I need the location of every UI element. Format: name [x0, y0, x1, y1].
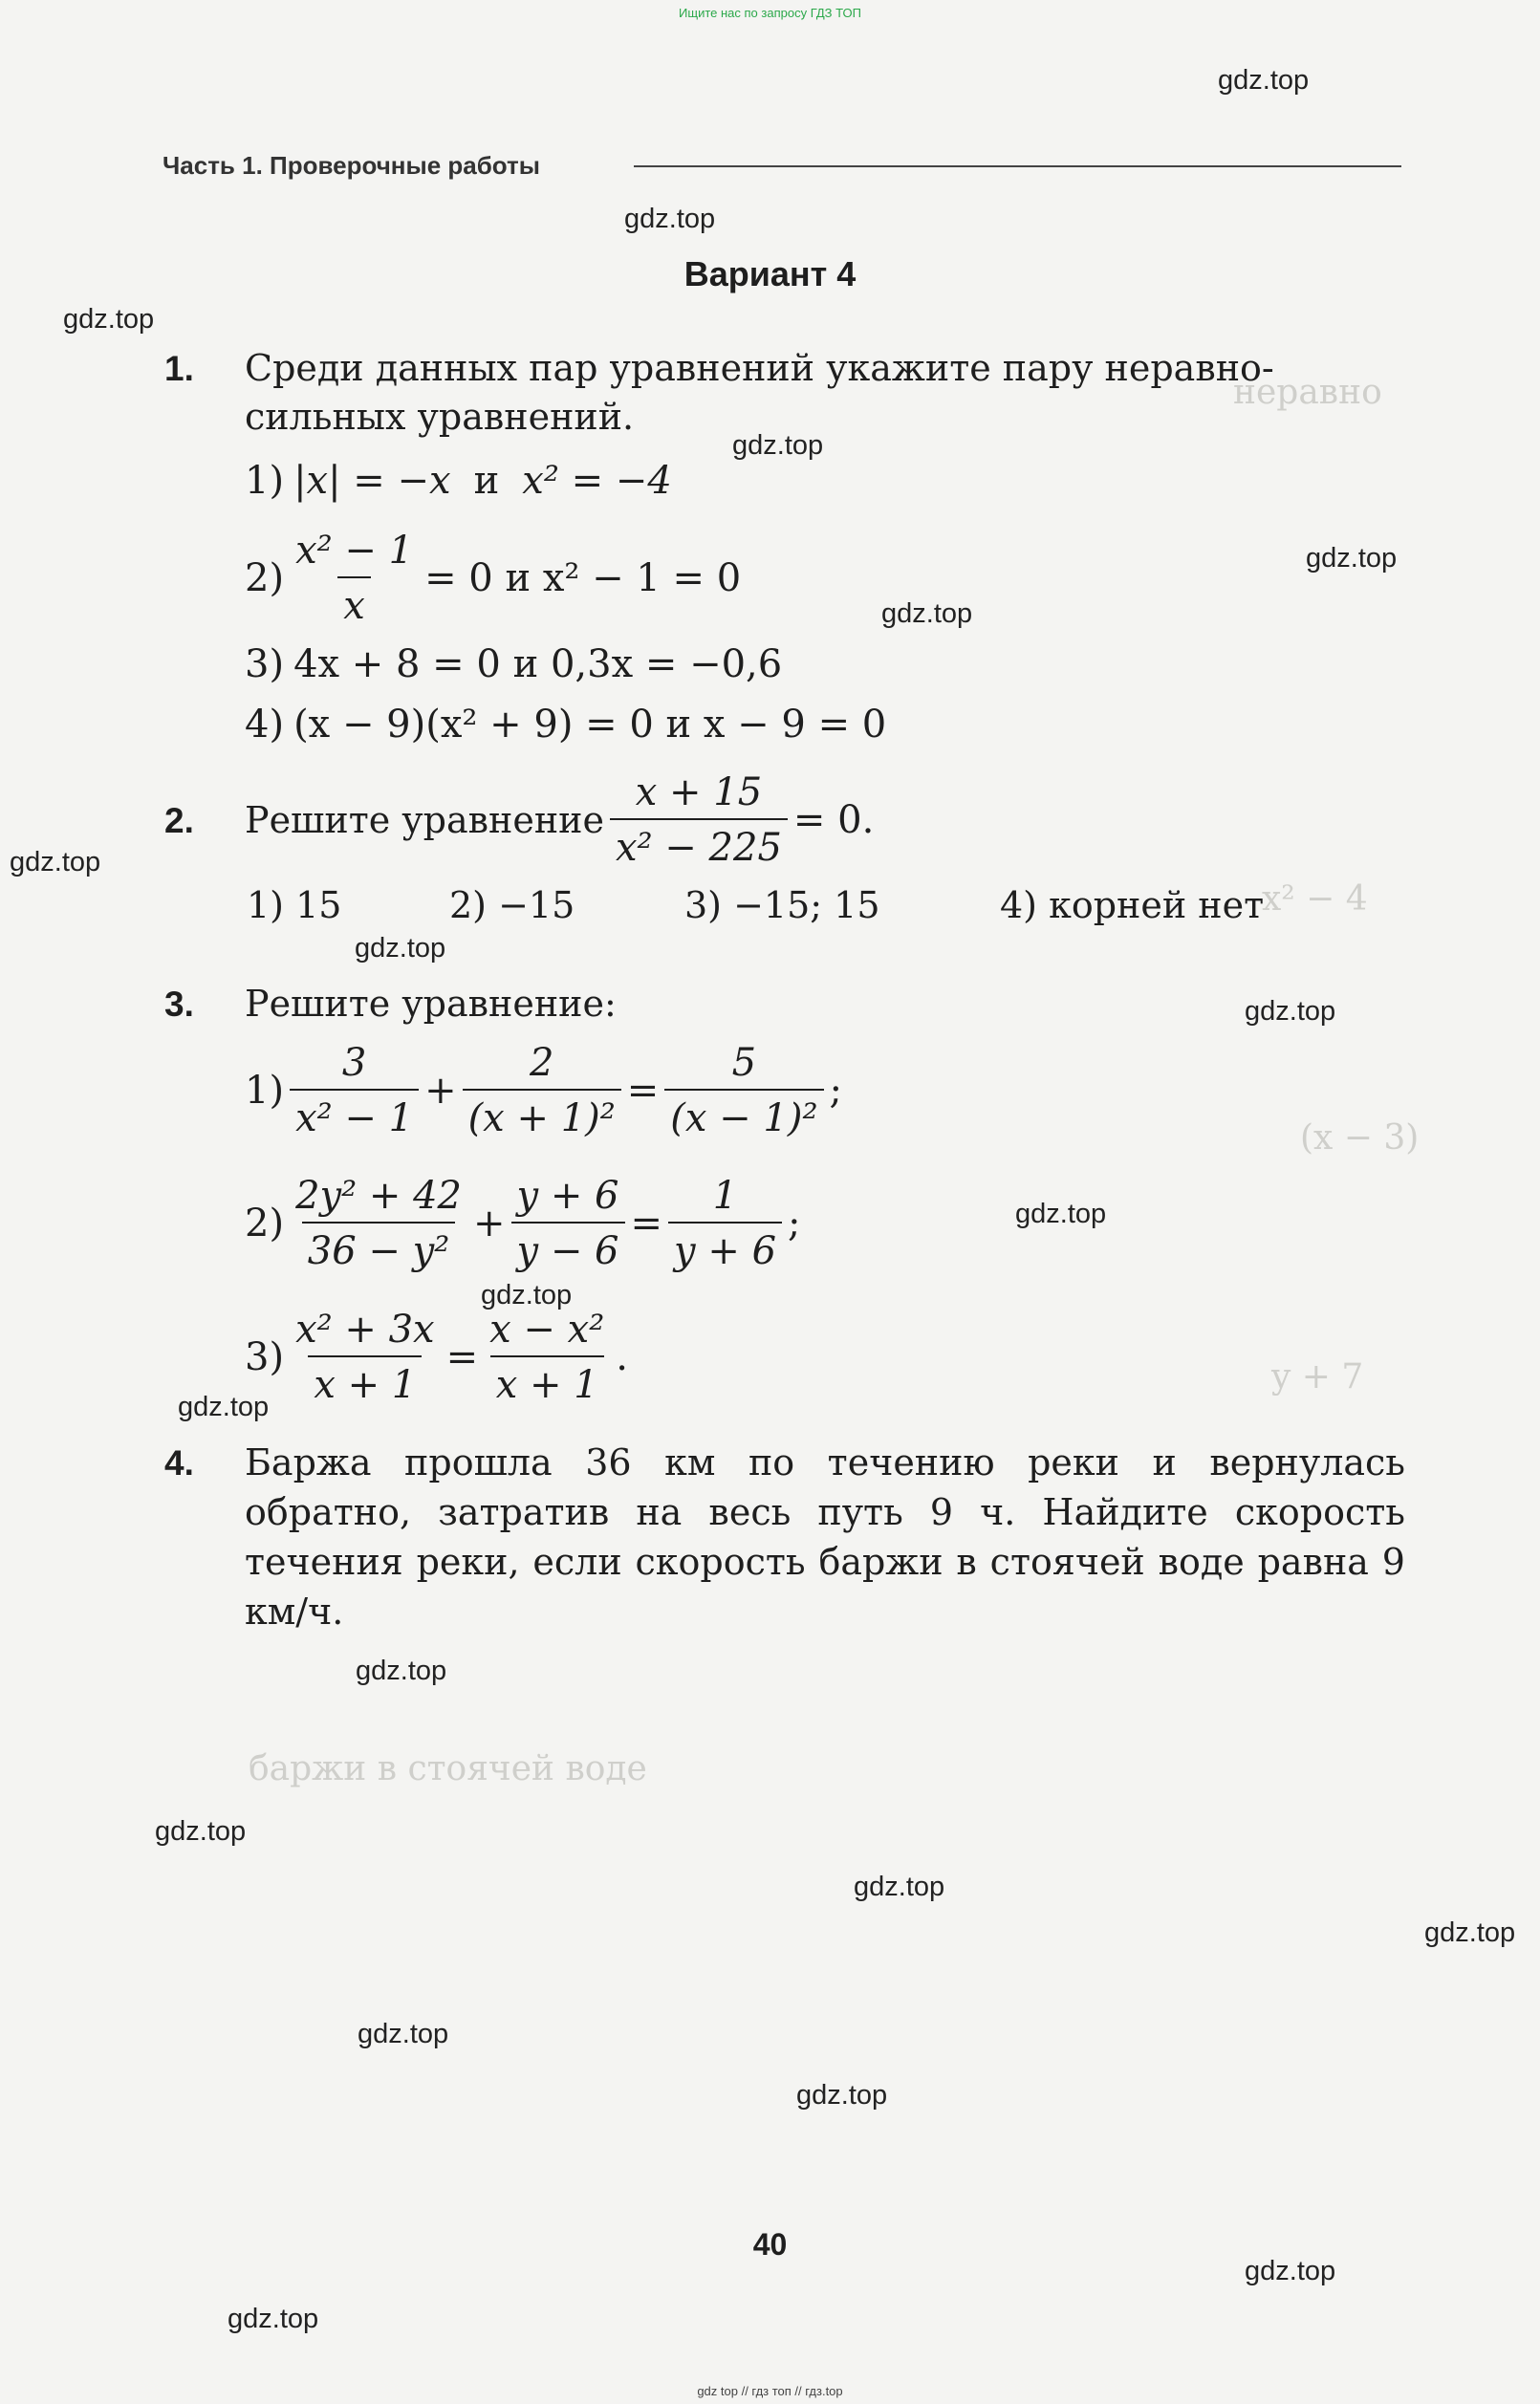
watermark: gdz.top	[1218, 65, 1310, 96]
fraction-numerator: 2y² + 42	[295, 1173, 462, 1218]
watermark: gdz.top	[155, 1816, 247, 1847]
task-2-answer-1: 1) 15	[247, 884, 342, 926]
option-label: 4)	[245, 703, 285, 747]
fraction-denominator: 36 − y²	[302, 1222, 455, 1273]
task-2-equation	[245, 765, 874, 875]
fraction-numerator: y + 6	[516, 1173, 619, 1218]
fraction	[290, 529, 419, 628]
watermark: gdz.top	[63, 304, 155, 335]
watermark: gdz.top	[1306, 543, 1398, 574]
task-2-answer-3: 3) −15; 15	[684, 884, 880, 926]
watermark: gdz.top	[1015, 1199, 1107, 1229]
option-label: 1)	[245, 459, 285, 503]
task-3-equation-1	[245, 1035, 842, 1145]
fraction-denominator: x + 1	[490, 1355, 604, 1407]
task-3-number: 3.	[164, 985, 194, 1024]
fraction-denominator: y + 6	[668, 1222, 782, 1273]
top-banner: Ищите нас по запросу ГДЗ ТОП	[679, 6, 861, 20]
watermark: gdz.top	[732, 430, 824, 461]
variant-title: Вариант 4	[683, 254, 857, 293]
equation-label: 1)	[245, 1068, 285, 1113]
task-4-number: 4.	[164, 1443, 194, 1483]
option-text: 4x + 8 = 0 и 0,3x = −0,6	[293, 642, 783, 686]
watermark: gdz.top	[10, 847, 101, 877]
fraction	[664, 1041, 823, 1140]
fraction-denominator: x + 1	[308, 1355, 422, 1407]
operator: =	[626, 1068, 660, 1113]
fraction-numerator: x² − 1	[295, 529, 414, 573]
option-text: (x − 9)(x² + 9) = 0 и x − 9 = 0	[293, 703, 887, 747]
task-3-equation-3	[245, 1302, 628, 1412]
fraction-denominator: (x + 1)²	[463, 1089, 621, 1140]
watermark: gdz.top	[358, 2019, 449, 2049]
bleed-through-text: x² − 4	[1262, 879, 1368, 919]
task-1-number: 1.	[164, 349, 194, 388]
task-1-option-4	[245, 703, 886, 747]
bottom-banner: gdz top // гдз топ // гдз.top	[697, 2384, 843, 2398]
option-equation: = 0 и x² − 1 = 0	[424, 556, 742, 600]
option-label: 2)	[245, 556, 285, 600]
task-1-option-2	[245, 526, 741, 631]
fraction-denominator: x	[337, 576, 371, 628]
bleed-through-text: баржи в стоячей воде	[249, 1749, 647, 1788]
option-label: 3)	[245, 642, 285, 686]
fraction	[610, 770, 788, 870]
task-4-text: Баржа прошла 36 км по течению реки и вернулась обратно, затратив на весь путь 9 ч. Найдите скорость течения реки, если скорость баржи в стоячей воде равна 9 км/ч.	[245, 1441, 1405, 1633]
section-header: Часть 1. Проверочные работы	[163, 151, 540, 180]
fraction-numerator: x − x²	[489, 1307, 605, 1352]
operator: =	[445, 1334, 479, 1379]
option-rhs: x² = −4	[522, 459, 672, 503]
fraction-denominator: (x − 1)²	[664, 1089, 823, 1140]
equation-label: 3)	[245, 1334, 285, 1379]
watermark: gdz.top	[178, 1392, 270, 1422]
bleed-through-text: (x − 3)	[1300, 1118, 1420, 1158]
fraction-denominator: y − 6	[511, 1222, 625, 1273]
equation-label: 2)	[245, 1201, 285, 1245]
fraction	[290, 1041, 419, 1140]
bleed-through-text: неравно	[1233, 373, 1382, 412]
option-conjunction: и	[473, 459, 500, 503]
punctuation: .	[616, 1334, 628, 1379]
task-2-number: 2.	[164, 801, 194, 840]
task-3-equation-2	[245, 1168, 801, 1278]
fraction-numerator: 2	[529, 1040, 554, 1085]
task-1-option-3	[245, 642, 782, 686]
fraction	[484, 1308, 610, 1407]
page-number: 40	[752, 2227, 788, 2262]
watermark: gdz.top	[481, 1280, 573, 1310]
fraction-numerator: x² + 3x	[295, 1307, 435, 1352]
watermark: gdz.top	[881, 598, 973, 629]
operator: =	[630, 1201, 663, 1245]
header-rule	[634, 165, 1401, 167]
watermark: gdz.top	[228, 2304, 319, 2334]
watermark: gdz.top	[854, 1872, 945, 1902]
task-2-prompt: Решите уравнение	[245, 798, 604, 841]
watermark: gdz.top	[624, 204, 716, 234]
watermark: gdz.top	[796, 2080, 888, 2111]
watermark: gdz.top	[1245, 2256, 1336, 2286]
fraction	[290, 1308, 441, 1407]
task-3-prompt: Решите уравнение:	[245, 983, 617, 1025]
fraction	[511, 1174, 625, 1273]
operator: +	[473, 1201, 506, 1245]
fraction	[668, 1174, 782, 1273]
fraction-numerator: x + 15	[635, 769, 763, 814]
task-2-answer-4: 4) корней нет	[1000, 884, 1265, 926]
task-2-equals: = 0.	[792, 797, 875, 842]
watermark: gdz.top	[355, 933, 446, 964]
task-1-text-line1: Среди данных пар уравнений укажите пару неравно-	[245, 347, 1274, 389]
fraction-denominator: x² − 1	[290, 1089, 419, 1140]
bleed-through-text: y + 7	[1271, 1357, 1364, 1397]
fraction-numerator: 3	[341, 1040, 367, 1085]
fraction-numerator: 1	[712, 1173, 738, 1218]
watermark: gdz.top	[1245, 996, 1336, 1027]
task-2-answer-2: 2) −15	[449, 884, 575, 926]
punctuation: ;	[788, 1201, 801, 1245]
watermark: gdz.top	[356, 1656, 447, 1686]
option-lhs: |x| = −x	[293, 459, 451, 503]
fraction	[463, 1041, 621, 1140]
task-1-option-1	[245, 459, 672, 503]
watermark: gdz.top	[1424, 1917, 1516, 1948]
fraction	[290, 1174, 467, 1273]
operator: +	[424, 1068, 457, 1113]
fraction-denominator: x² − 225	[610, 818, 788, 870]
punctuation: ;	[829, 1068, 842, 1113]
task-1-text-line2: сильных уравнений.	[245, 396, 635, 438]
fraction-numerator: 5	[731, 1040, 757, 1085]
